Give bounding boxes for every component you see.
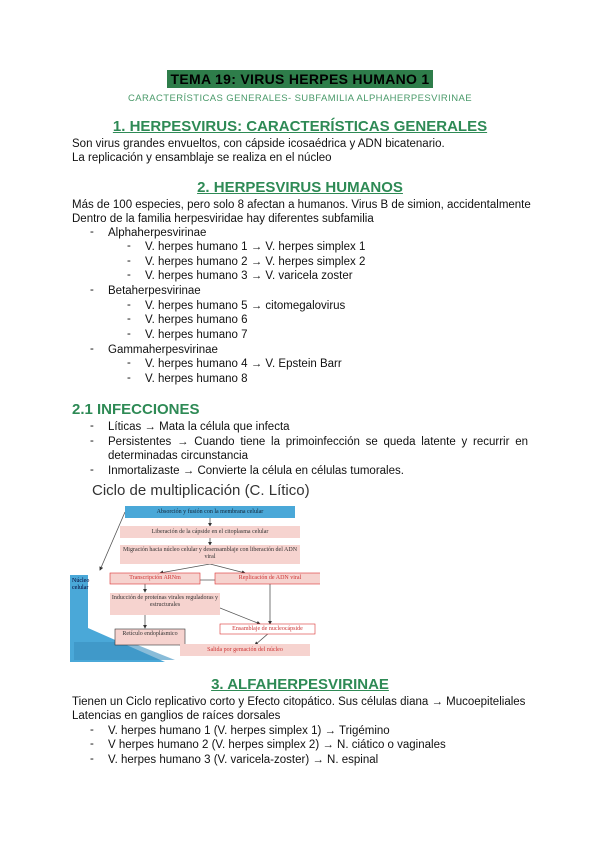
list-dash: - — [127, 357, 131, 369]
list-item: V. herpes humano 4 → V. Epstein Barr — [145, 358, 342, 370]
list-item: V herpes humano 2 (V. herpes simplex 2) → N. ciático o vaginales — [108, 739, 446, 751]
list-item: V. herpes humano 5 → citomegalovirus — [145, 300, 346, 312]
label-adsorcion: Absorción y fusión con la membrana celular — [156, 509, 264, 515]
label-transcripcion: Transcripción ARNm — [129, 575, 181, 581]
list-item: V. herpes humano 3 → V. varicela zoster — [145, 270, 353, 282]
list-item: V. herpes humano 2 → V. herpes simplex 2 — [145, 256, 366, 268]
list-item: V. herpes humano 3 (V. varicela-zoster) → N. espinal — [108, 754, 379, 766]
diagram-title: Ciclo de multiplicación (C. Lítico) — [92, 482, 310, 499]
list-dash: - — [90, 435, 94, 447]
list-dash: - — [90, 343, 94, 355]
section3-heading: 3. ALFAHERPESVIRINAE — [211, 676, 389, 693]
subfamily-name: Betaherpesvirinae — [108, 285, 201, 297]
section2-line: Dentro de la familia herpesviridae hay diferentes subfamilia — [72, 213, 374, 225]
section1-line: La replicación y ensamblaje se realiza en el núcleo — [72, 152, 332, 164]
list-item: Líticas → Mata la célula que infecta — [108, 421, 290, 433]
list-dash: - — [127, 372, 131, 384]
list-dash: - — [127, 299, 131, 311]
list-dash: - — [90, 284, 94, 296]
label-reticulo: Retículo endoplásmico — [122, 631, 178, 637]
list-item: Persistentes → Cuando tiene la primoinfección se queda latente y recurrir en determinadas circunstancia — [108, 436, 528, 462]
list-dash: - — [90, 420, 94, 432]
list-item: V. herpes humano 1 (V. herpes simplex 1) → Trigémino — [108, 725, 390, 737]
page-title: TEMA 19: VIRUS HERPES HUMANO 1 — [167, 70, 434, 88]
list-item: V. herpes humano 8 — [145, 373, 248, 385]
label-salida: Salida por gemación del núcleo — [207, 647, 283, 653]
list-dash: - — [127, 255, 131, 267]
list-dash: - — [127, 328, 131, 340]
list-dash: - — [127, 313, 131, 325]
section1-heading: 1. HERPESVIRUS: CARACTERÍSTICAS GENERALES — [112, 118, 488, 135]
list-item: V. herpes humano 7 — [145, 329, 248, 341]
section3-line: Latencias en ganglios de raíces dorsales — [72, 710, 281, 722]
section2-line: Más de 100 especies, pero solo 8 afectan a humanos. Virus B de simion, accidentalmente — [72, 199, 531, 211]
title-container — [0, 70, 600, 89]
list-item: V. herpes humano 6 — [145, 314, 248, 326]
list-dash: - — [127, 269, 131, 281]
label-liberacion: Liberación de la cápside en el citoplasma celular — [151, 529, 269, 535]
list-dash: - — [90, 226, 94, 238]
list-dash: - — [90, 753, 94, 765]
list-dash: - — [90, 724, 94, 736]
lytic-cycle-diagram — [70, 500, 320, 665]
section2-heading: 2. HERPESVIRUS HUMANOS — [197, 179, 403, 196]
list-dash: - — [90, 464, 94, 476]
list-item: V. herpes humano 1 → V. herpes simplex 1 — [145, 241, 366, 253]
label-side: Núcleo celular — [72, 578, 90, 591]
list-item: Inmortalizaste → Convierte la célula en células tumorales. — [108, 465, 404, 477]
list-dash: - — [90, 738, 94, 750]
label-replicacion: Replicación de ADN viral — [238, 575, 302, 581]
label-migracion: Migración hacia núcleo celular y desensamblaje con liberación del ADN viral — [122, 547, 298, 560]
subfamily-name: Alphaherpesvirinae — [108, 227, 207, 239]
section21-heading: 2.1 INFECCIONES — [72, 401, 200, 418]
subfamily-name: Gammaherpesvirinae — [108, 344, 218, 356]
list-dash: - — [127, 240, 131, 252]
section3-line: Tienen un Ciclo replicativo corto y Efecto citopático. Sus células diana → Mucoepiteliales — [72, 696, 526, 708]
section1-line: Son virus grandes envueltos, con cápside icosaédrica y ADN bicatenario. — [72, 138, 445, 150]
label-ensamblaje: Ensamblaje de nucleocápside — [232, 626, 303, 632]
label-induccion: Inducción de proteínas virales reguladoras y estructurales — [111, 595, 219, 608]
page-subtitle: CARACTERÍSTICAS GENERALES- SUBFAMILIA ALPHAHERPESVIRINAE — [128, 93, 472, 104]
